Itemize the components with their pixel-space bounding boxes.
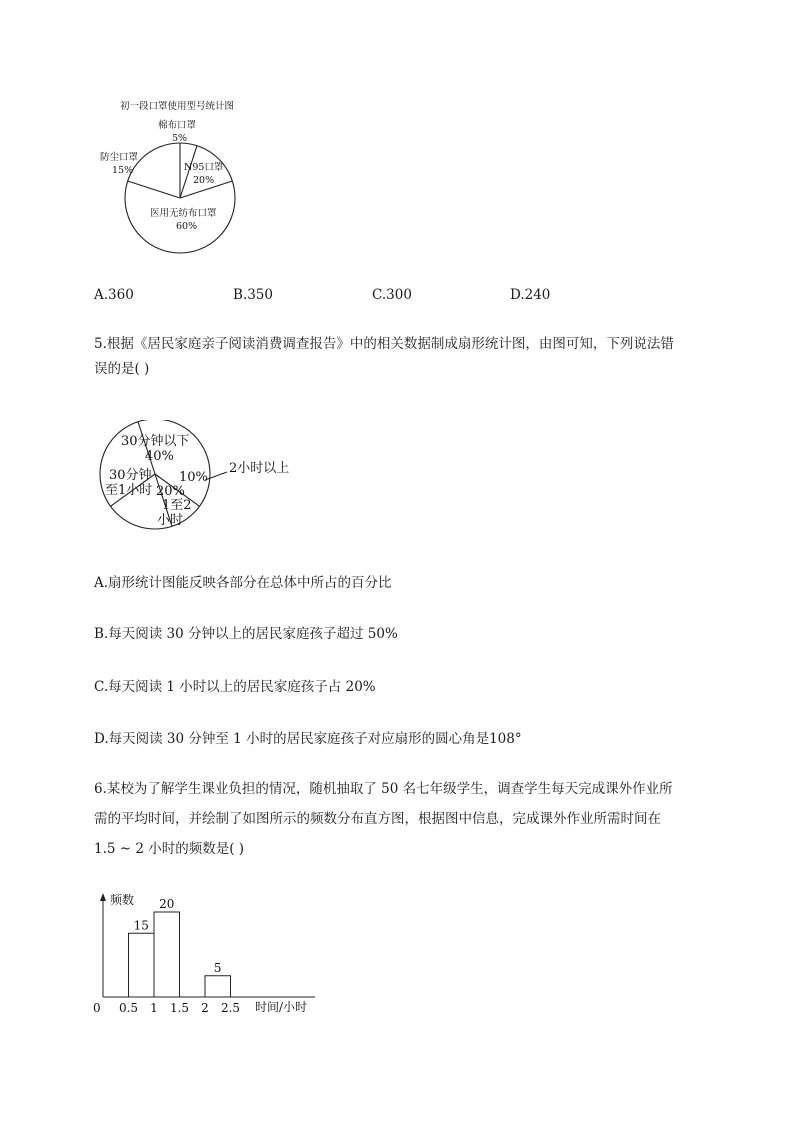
hist-xlabel: 时间/小时 [255,1000,308,1014]
pie1-label-dust: 防尘口罩 [100,152,139,163]
q4-option-d: D.240 [510,287,551,303]
q5-stem-line1: 5.根据《居民家庭亲子阅读消费调查报告》中的相关数据制成扇形统计图，由图可知，下列说法错 [94,336,674,352]
pie2-label-1to2-a: 1至2 [162,498,192,513]
q5-stem [94,332,734,382]
hist-bar-label-0: 15 [133,918,149,933]
pie1-pct-dust: 15% [112,165,134,176]
pie1-pct-cotton: 5% [172,133,188,144]
pie1-label-medical: 医用无纺布口罩 [150,208,217,219]
reading-pie-chart [95,420,315,535]
hist-x-tick-5: 2.5 [220,1001,241,1015]
hist-x-tick-2: 1 [150,1001,158,1015]
pie1-pct-n95: 20% [193,175,215,186]
q4-option-c: C.300 [372,287,412,303]
q5-option-d: D.每天阅读 30 分钟至 1 小时的居民家庭孩子对应扇形的圆心角是108° [94,731,522,747]
q4-option-b: B.350 [233,287,273,303]
pie2-pct-lt30: 40% [145,449,174,464]
q6-stem [94,777,734,862]
pie2-label-gt2: 2小时以上 [229,461,290,476]
q5-stem-line2: 误的是( ) [94,361,150,377]
pie1-slice-1 [128,181,180,198]
q6-stem-line1: 6.某校为了解学生课业负担的情况，随机抽取了 50 名七年级学生，调查学生每天完成课外作业所 [94,781,673,797]
q4-option-a: A.360 [94,287,134,303]
pie2-label-30to1-a: 30分钟 [109,468,152,483]
hist-bar-1 [154,912,180,997]
hist-ylabel: 频数 [110,893,135,907]
q5-option-c: C.每天阅读 1 小时以上的居民家庭孩子占 20% [94,679,376,695]
hist-y-arrow [100,893,106,901]
q5-option-b: B.每天阅读 30 分钟以上的居民家庭孩子超过 50% [94,626,398,642]
q6-stem-line3: 1.5 ~ 2 小时的频数是( ) [94,841,245,857]
hist-bar-label-1: 20 [159,897,175,911]
q5-option-a: A.扇形统计图能反映各部分在总体中所占的百分比 [94,575,392,591]
hist-bar-0 [129,933,155,997]
pie1-label-cotton: 棉布口罩 [158,120,197,131]
pie2-pct-gt2: 10% [179,470,208,485]
pie2-label-1to2-b: 小时 [157,513,184,528]
hist-x-tick-0: 0 [93,1001,101,1015]
hist-x-tick-3: 1.5 [169,1001,190,1015]
mask-pie-chart [90,95,250,265]
q6-stem-line2: 需的平均时间，并绘制了如图所示的频数分布直方图，根据图中信息，完成课外作业所需时间在 [94,811,661,827]
hist-x-tick-4: 2 [201,1001,209,1015]
homework-histogram [90,885,330,1020]
hist-bar-2 [205,976,231,997]
pie2-label-30to1-b: 至1小时 [105,483,153,498]
pie1-title: 初一段口罩使用型号统计图 [120,101,235,112]
hist-bar-label-2: 5 [213,960,222,975]
pie1-label-n95: N95口罩 [184,162,224,173]
pie1-pct-medical: 60% [176,221,198,232]
pie2-callout-line [205,472,227,480]
pie2-pct-1to2: 20% [156,484,185,499]
pie2-label-lt30: 30分钟以下 [121,434,190,449]
hist-x-tick-1: 0.5 [118,1001,139,1015]
